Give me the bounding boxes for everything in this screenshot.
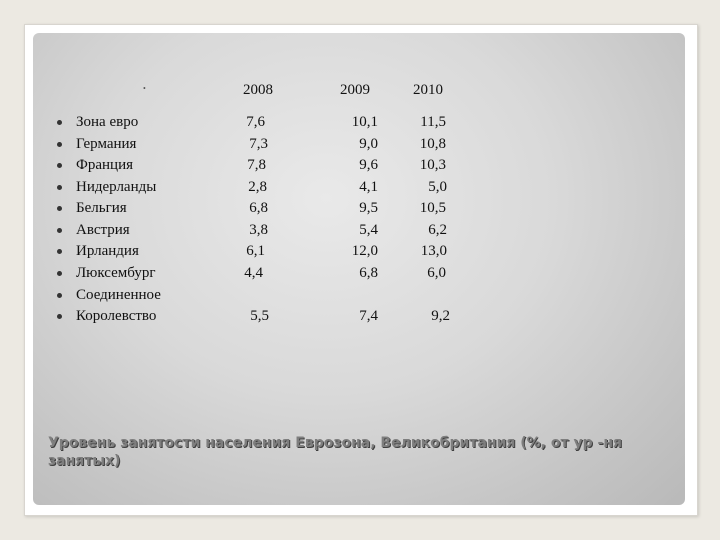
bullet-icon bbox=[57, 163, 62, 168]
year-header-2009: 2009 bbox=[340, 82, 370, 98]
value-2010: 10,3 bbox=[419, 157, 446, 173]
table-row bbox=[0, 265, 700, 287]
year-header-2008: 2008 bbox=[243, 82, 273, 98]
country-label: Австрия bbox=[76, 222, 130, 238]
value-2010: 5,0 bbox=[428, 179, 447, 195]
slide-caption: Уровень занятости населения Еврозона, Великобритания (%, от ур -ня занятых) bbox=[48, 435, 622, 469]
table-row bbox=[0, 179, 700, 201]
value-2010: 6,2 bbox=[428, 222, 447, 238]
table-row bbox=[0, 157, 700, 179]
table-row bbox=[0, 287, 700, 309]
value-2009: 4,1 bbox=[359, 179, 378, 195]
value-2008: 6,8 bbox=[249, 200, 268, 216]
bullet-icon bbox=[57, 185, 62, 190]
bullet-icon bbox=[57, 314, 62, 319]
table-row bbox=[0, 243, 700, 265]
country-label: Ирландия bbox=[76, 243, 139, 259]
bullet-icon bbox=[57, 228, 62, 233]
value-2009: 9,0 bbox=[359, 136, 378, 152]
bullet-icon bbox=[57, 249, 62, 254]
bullet-icon bbox=[57, 293, 62, 298]
country-label: Франция bbox=[76, 157, 133, 173]
bullet-icon bbox=[57, 206, 62, 211]
value-2008: 3,8 bbox=[249, 222, 268, 238]
value-2009: 12,0 bbox=[351, 243, 378, 259]
bullet-icon bbox=[57, 271, 62, 276]
value-2010: 13,0 bbox=[420, 243, 447, 259]
value-2009: 5,4 bbox=[359, 222, 378, 238]
country-label: Королевство bbox=[76, 308, 157, 324]
bullet-icon bbox=[57, 120, 62, 125]
country-label: Бельгия bbox=[76, 200, 127, 216]
value-2009: 10,1 bbox=[351, 114, 378, 130]
country-label: Люксембург bbox=[76, 265, 156, 281]
value-2010: 10,5 bbox=[419, 200, 446, 216]
table-row bbox=[0, 308, 700, 330]
value-2009: 6,8 bbox=[359, 265, 378, 281]
year-header-2010: 2010 bbox=[413, 82, 443, 98]
value-2008: 6,1 bbox=[246, 243, 265, 259]
country-label: Нидерланды bbox=[76, 179, 157, 195]
value-2008: 2,8 bbox=[248, 179, 267, 195]
value-2010: 9,2 bbox=[431, 308, 450, 324]
value-2009: 7,4 bbox=[359, 308, 378, 324]
value-2009: 9,6 bbox=[359, 157, 378, 173]
value-2009: 9,5 bbox=[359, 200, 378, 216]
country-label: Зона евро bbox=[76, 114, 139, 130]
table-row bbox=[0, 114, 700, 136]
value-2010: 11,5 bbox=[420, 114, 446, 130]
value-2010: 10,8 bbox=[419, 136, 446, 152]
value-2010: 6,0 bbox=[427, 265, 446, 281]
country-label: Соединенное bbox=[76, 287, 161, 303]
table-row bbox=[0, 200, 700, 222]
bullet-icon bbox=[57, 142, 62, 147]
value-2008: 7,3 bbox=[249, 136, 268, 152]
bullet-dot: • bbox=[143, 84, 146, 93]
value-2008: 7,8 bbox=[247, 157, 266, 173]
value-2008: 5,5 bbox=[250, 308, 269, 324]
table-row bbox=[0, 136, 700, 158]
table-row bbox=[0, 222, 700, 244]
value-2008: 7,6 bbox=[246, 114, 265, 130]
value-2008: 4,4 bbox=[244, 265, 263, 281]
country-label: Германия bbox=[76, 136, 137, 152]
